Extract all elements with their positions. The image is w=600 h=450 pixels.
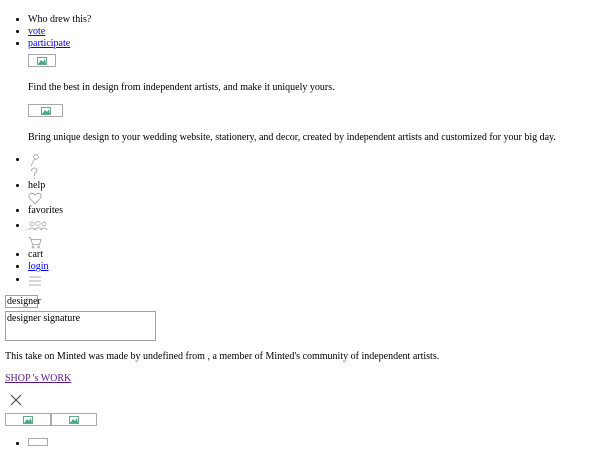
broken-image-icon bbox=[69, 416, 79, 424]
bottom-list bbox=[0, 438, 600, 450]
wand-icon bbox=[28, 154, 40, 167]
close-icon[interactable] bbox=[10, 394, 22, 406]
thumbnail-1[interactable] bbox=[5, 413, 51, 426]
icon-nav-favorites[interactable] bbox=[28, 192, 600, 217]
heart-icon bbox=[28, 192, 42, 205]
top-nav-question: • Who drew this? bbox=[28, 14, 600, 26]
thumbnail-strip bbox=[5, 413, 600, 426]
banner-2 bbox=[28, 104, 600, 121]
cart-icon bbox=[28, 236, 42, 249]
icon-nav-wand[interactable] bbox=[28, 154, 600, 167]
icon-nav-community[interactable] bbox=[28, 220, 600, 233]
top-nav-participate bbox=[28, 38, 600, 50]
help-icon bbox=[28, 167, 40, 180]
hamburger-menu-icon bbox=[28, 274, 42, 287]
favorites-label: favorites bbox=[28, 205, 63, 216]
banner-1-text: Find the best in design from independent artists, and make it uniquely yours. bbox=[28, 82, 335, 93]
icon-nav-login bbox=[28, 261, 600, 274]
broken-image-icon bbox=[37, 57, 47, 65]
bottom-image bbox=[28, 438, 48, 446]
designer-signature-field[interactable]: designer signature bbox=[5, 311, 156, 341]
credit-text: This take on Minted was made by undefined from , a member of Minted's community of independent artists. bbox=[5, 351, 440, 362]
icon-nav bbox=[0, 154, 600, 287]
banner-2-image bbox=[28, 104, 63, 117]
banner-1 bbox=[28, 54, 600, 71]
login-link[interactable]: login bbox=[28, 261, 49, 272]
banner-2-text: Bring unique design to your wedding website, stationery, and decor, created by independent artists and customized for your big day. bbox=[28, 132, 556, 143]
top-nav-vote bbox=[28, 26, 600, 38]
designer-panel bbox=[0, 287, 600, 450]
help-label: help bbox=[28, 180, 46, 191]
icon-nav-help[interactable] bbox=[28, 167, 600, 192]
bottom-list-item bbox=[28, 438, 600, 450]
designer-field[interactable]: designer bbox=[7, 296, 41, 307]
shop-work-link[interactable]: SHOP 's WORK bbox=[5, 373, 72, 384]
cart-label: cart bbox=[28, 249, 43, 260]
vote-link[interactable]: vote bbox=[28, 26, 46, 37]
community-icon bbox=[28, 220, 48, 233]
icon-nav-menu[interactable] bbox=[28, 274, 600, 287]
thumbnail-2[interactable] bbox=[51, 413, 97, 426]
banner-1-image bbox=[28, 54, 56, 67]
icon-nav-cart[interactable] bbox=[28, 236, 600, 261]
broken-image-icon bbox=[23, 416, 33, 424]
top-nav bbox=[0, 0, 600, 50]
participate-link[interactable]: participate bbox=[28, 38, 71, 49]
broken-image-icon bbox=[41, 107, 51, 115]
